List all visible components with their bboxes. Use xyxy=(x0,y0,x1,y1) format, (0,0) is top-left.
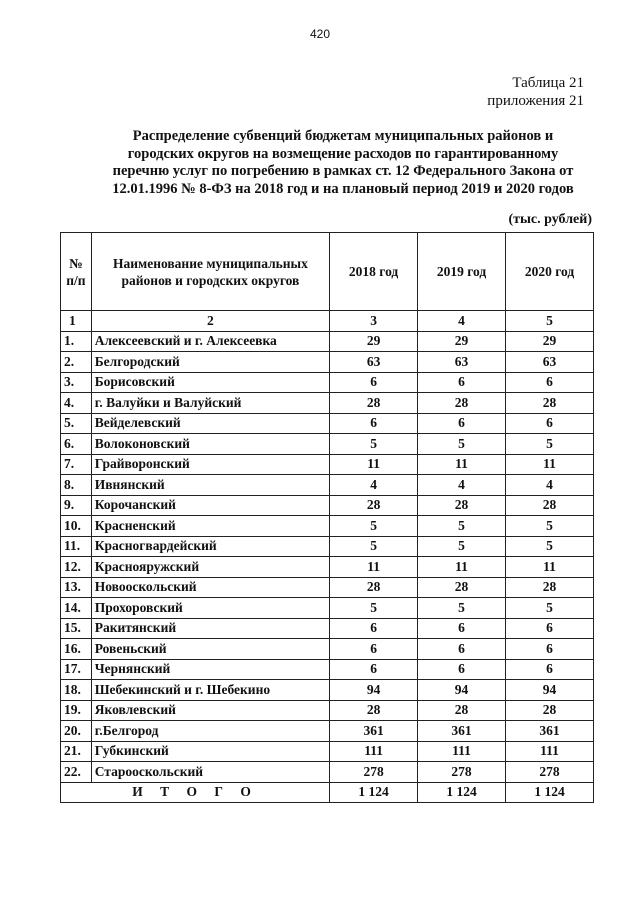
index-cell: 3 xyxy=(330,311,418,332)
value-2019-cell: 5 xyxy=(418,516,506,537)
table-row xyxy=(61,618,594,639)
value-2019-cell: 6 xyxy=(418,639,506,660)
value-2019-cell: 11 xyxy=(418,557,506,578)
row-number-cell: 14. xyxy=(61,598,92,619)
table-row xyxy=(61,393,594,414)
header-num: № п/п xyxy=(61,233,92,311)
district-name-cell: Губкинский xyxy=(91,741,329,762)
value-2019-cell: 6 xyxy=(418,413,506,434)
total-2018: 1 124 xyxy=(330,782,418,803)
title-line: городских округов на возмещение расходов по гарантированному xyxy=(127,145,559,162)
value-2018-cell: 11 xyxy=(330,557,418,578)
value-2020-cell: 11 xyxy=(506,454,594,475)
value-2018-cell: 5 xyxy=(330,516,418,537)
value-2020-cell: 28 xyxy=(506,577,594,598)
row-number-cell: 17. xyxy=(61,659,92,680)
district-name-cell: Новооскольский xyxy=(91,577,329,598)
table-row xyxy=(61,413,594,434)
value-2019-cell: 63 xyxy=(418,352,506,373)
value-2018-cell: 278 xyxy=(330,762,418,783)
value-2019-cell: 361 xyxy=(418,721,506,742)
title-line: 12.01.1996 № 8-ФЗ на 2018 год и на плановый период 2019 и 2020 годов xyxy=(112,180,574,197)
value-2019-cell: 29 xyxy=(418,331,506,352)
row-number-cell: 20. xyxy=(61,721,92,742)
table-reference xyxy=(487,74,584,110)
value-2020-cell: 5 xyxy=(506,516,594,537)
table-row xyxy=(61,454,594,475)
header-2019: 2019 год xyxy=(418,233,506,311)
row-number-cell: 3. xyxy=(61,372,92,393)
value-2020-cell: 6 xyxy=(506,639,594,660)
value-2020-cell: 5 xyxy=(506,434,594,455)
title-line: перечню услуг по погребению в рамках ст. 12 Федерального Закона от xyxy=(112,163,574,179)
value-2019-cell: 278 xyxy=(418,762,506,783)
value-2018-cell: 6 xyxy=(330,618,418,639)
value-2019-cell: 11 xyxy=(418,454,506,475)
district-name-cell: Волоконовский xyxy=(91,434,329,455)
table-row xyxy=(61,475,594,496)
value-2020-cell: 11 xyxy=(506,557,594,578)
value-2020-cell: 6 xyxy=(506,659,594,680)
document-title xyxy=(88,128,598,198)
value-2020-cell: 6 xyxy=(506,372,594,393)
value-2020-cell: 278 xyxy=(506,762,594,783)
index-cell: 4 xyxy=(418,311,506,332)
table-row xyxy=(61,577,594,598)
value-2019-cell: 5 xyxy=(418,434,506,455)
total-row xyxy=(61,782,594,803)
table-row xyxy=(61,495,594,516)
row-number-cell: 19. xyxy=(61,700,92,721)
index-cell: 2 xyxy=(91,311,329,332)
value-2018-cell: 63 xyxy=(330,352,418,373)
table-row xyxy=(61,659,594,680)
district-name-cell: Ровеньский xyxy=(91,639,329,660)
value-2018-cell: 28 xyxy=(330,577,418,598)
value-2019-cell: 6 xyxy=(418,618,506,639)
value-2019-cell: 28 xyxy=(418,495,506,516)
table-row xyxy=(61,639,594,660)
value-2018-cell: 6 xyxy=(330,372,418,393)
row-number-cell: 6. xyxy=(61,434,92,455)
value-2019-cell: 111 xyxy=(418,741,506,762)
value-2018-cell: 6 xyxy=(330,413,418,434)
table-reference-line-1: Таблица 21 xyxy=(512,75,584,91)
table-row xyxy=(61,331,594,352)
value-2020-cell: 361 xyxy=(506,721,594,742)
total-label: И Т О Г О xyxy=(61,782,330,803)
district-name-cell: Ракитянский xyxy=(91,618,329,639)
table-row xyxy=(61,372,594,393)
district-name-cell: Старооскольский xyxy=(91,762,329,783)
district-name-cell: Краснояружский xyxy=(91,557,329,578)
district-name-cell: г. Валуйки и Валуйский xyxy=(91,393,329,414)
value-2020-cell: 4 xyxy=(506,475,594,496)
unit-note: (тыс. рублей) xyxy=(508,212,592,227)
column-index-row xyxy=(61,311,594,332)
value-2020-cell: 29 xyxy=(506,331,594,352)
value-2019-cell: 5 xyxy=(418,536,506,557)
index-cell: 5 xyxy=(506,311,594,332)
subvention-table xyxy=(60,232,594,803)
table-reference-line-2: приложения 21 xyxy=(487,93,584,109)
index-cell: 1 xyxy=(61,311,92,332)
row-number-cell: 7. xyxy=(61,454,92,475)
table-row xyxy=(61,352,594,373)
total-2019: 1 124 xyxy=(418,782,506,803)
header-name: Наименование муниципальных районов и городских округов xyxy=(91,233,329,311)
row-number-cell: 21. xyxy=(61,741,92,762)
value-2019-cell: 5 xyxy=(418,598,506,619)
value-2019-cell: 28 xyxy=(418,393,506,414)
value-2018-cell: 28 xyxy=(330,495,418,516)
page-number: 420 xyxy=(309,27,331,41)
value-2019-cell: 4 xyxy=(418,475,506,496)
table-header-row xyxy=(61,233,594,311)
row-number-cell: 9. xyxy=(61,495,92,516)
header-2018: 2018 год xyxy=(330,233,418,311)
value-2019-cell: 6 xyxy=(418,372,506,393)
table-row xyxy=(61,536,594,557)
district-name-cell: Красненский xyxy=(91,516,329,537)
value-2018-cell: 5 xyxy=(330,536,418,557)
value-2020-cell: 6 xyxy=(506,413,594,434)
value-2018-cell: 94 xyxy=(330,680,418,701)
value-2020-cell: 28 xyxy=(506,495,594,516)
district-name-cell: г.Белгород xyxy=(91,721,329,742)
table-row xyxy=(61,516,594,537)
row-number-cell: 2. xyxy=(61,352,92,373)
table-row xyxy=(61,762,594,783)
value-2020-cell: 28 xyxy=(506,393,594,414)
district-name-cell: Белгородский xyxy=(91,352,329,373)
value-2020-cell: 6 xyxy=(506,618,594,639)
district-name-cell: Яковлевский xyxy=(91,700,329,721)
district-name-cell: Шебекинский и г. Шебекино xyxy=(91,680,329,701)
table-row xyxy=(61,680,594,701)
row-number-cell: 4. xyxy=(61,393,92,414)
district-name-cell: Вейделевский xyxy=(91,413,329,434)
value-2018-cell: 28 xyxy=(330,393,418,414)
district-name-cell: Грайворонский xyxy=(91,454,329,475)
value-2019-cell: 6 xyxy=(418,659,506,680)
row-number-cell: 18. xyxy=(61,680,92,701)
value-2019-cell: 28 xyxy=(418,700,506,721)
table-row xyxy=(61,434,594,455)
row-number-cell: 10. xyxy=(61,516,92,537)
value-2020-cell: 63 xyxy=(506,352,594,373)
row-number-cell: 8. xyxy=(61,475,92,496)
row-number-cell: 1. xyxy=(61,331,92,352)
row-number-cell: 16. xyxy=(61,639,92,660)
district-name-cell: Красногвардейский xyxy=(91,536,329,557)
row-number-cell: 15. xyxy=(61,618,92,639)
value-2018-cell: 5 xyxy=(330,434,418,455)
total-2020: 1 124 xyxy=(506,782,594,803)
row-number-cell: 11. xyxy=(61,536,92,557)
district-name-cell: Прохоровский xyxy=(91,598,329,619)
value-2018-cell: 6 xyxy=(330,639,418,660)
value-2018-cell: 6 xyxy=(330,659,418,680)
district-name-cell: Алексеевский и г. Алексеевка xyxy=(91,331,329,352)
district-name-cell: Ивнянский xyxy=(91,475,329,496)
title-line: Распределение субвенций бюджетам муниципальных районов и xyxy=(132,128,554,144)
value-2019-cell: 94 xyxy=(418,680,506,701)
row-number-cell: 13. xyxy=(61,577,92,598)
value-2020-cell: 5 xyxy=(506,598,594,619)
row-number-cell: 12. xyxy=(61,557,92,578)
row-number-cell: 5. xyxy=(61,413,92,434)
value-2020-cell: 5 xyxy=(506,536,594,557)
district-name-cell: Борисовский xyxy=(91,372,329,393)
value-2018-cell: 28 xyxy=(330,700,418,721)
table-row xyxy=(61,741,594,762)
district-name-cell: Чернянский xyxy=(91,659,329,680)
row-number-cell: 22. xyxy=(61,762,92,783)
value-2020-cell: 111 xyxy=(506,741,594,762)
value-2020-cell: 28 xyxy=(506,700,594,721)
value-2019-cell: 28 xyxy=(418,577,506,598)
table-row xyxy=(61,598,594,619)
value-2020-cell: 94 xyxy=(506,680,594,701)
value-2018-cell: 361 xyxy=(330,721,418,742)
value-2018-cell: 5 xyxy=(330,598,418,619)
district-name-cell: Корочанский xyxy=(91,495,329,516)
header-2020: 2020 год xyxy=(506,233,594,311)
value-2018-cell: 111 xyxy=(330,741,418,762)
table-row xyxy=(61,721,594,742)
value-2018-cell: 29 xyxy=(330,331,418,352)
value-2018-cell: 11 xyxy=(330,454,418,475)
value-2018-cell: 4 xyxy=(330,475,418,496)
table-row xyxy=(61,700,594,721)
table-row xyxy=(61,557,594,578)
